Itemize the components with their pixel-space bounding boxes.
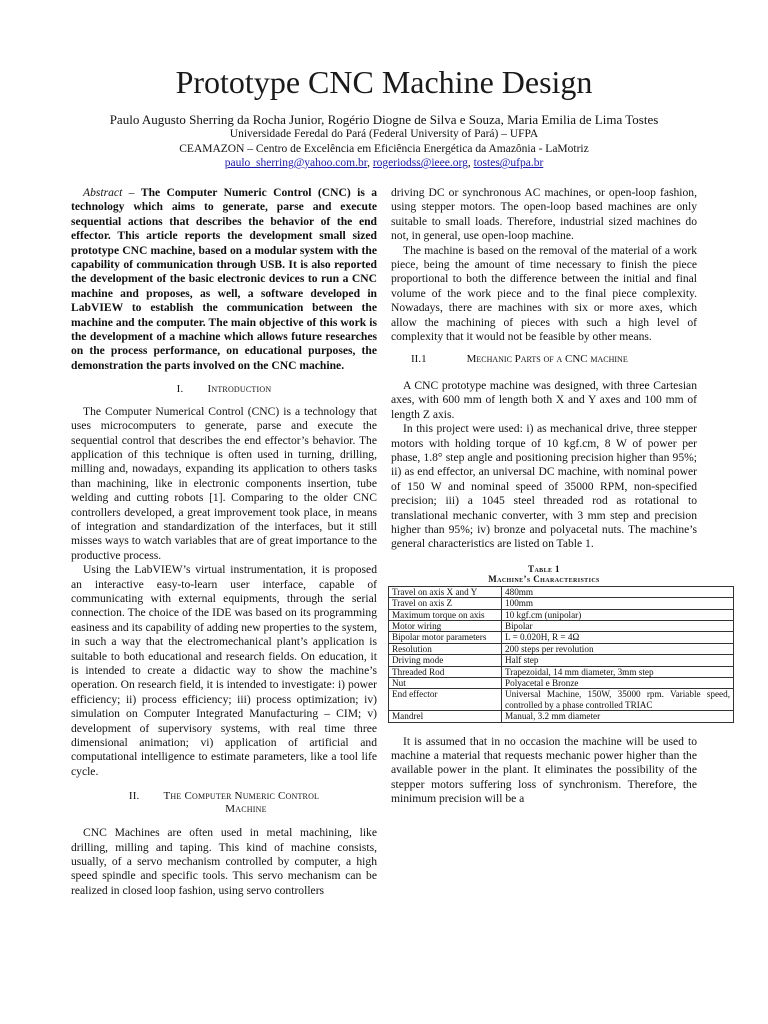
table-cell-property: Motor wiring bbox=[389, 620, 502, 631]
email-link-paulo[interactable]: paulo_sherring@yahoo.com.br bbox=[224, 157, 368, 169]
table-row bbox=[389, 620, 734, 631]
affiliation-center: CEAMAZON – Centro de Excelência em Eficiência Energética da Amazônia - LaMotriz bbox=[179, 143, 589, 155]
subsection-number: II.1 bbox=[411, 353, 427, 366]
abstract-dash: – bbox=[122, 186, 141, 199]
table-cell-property: Travel on axis Z bbox=[389, 598, 502, 609]
right-column bbox=[391, 186, 730, 807]
machine-characteristics-table bbox=[388, 586, 734, 723]
table-cell-value: Manual, 3.2 mm diameter bbox=[502, 711, 734, 722]
table-cell-property: Resolution bbox=[389, 643, 502, 654]
table-cell-property: Mandrel bbox=[389, 711, 502, 722]
table-row bbox=[389, 586, 734, 597]
table-caption bbox=[391, 564, 697, 584]
table-cell-value: 10 kgf.cm (unipolar) bbox=[502, 609, 734, 620]
table-cell-property: Bipolar motor parameters bbox=[389, 632, 502, 643]
cnc-paragraph-2: The machine is based on the removal of the material of a work piece, being the amount of time necessary to finish the piece proportional to both the difference between the initial and final volume of the work piece and to the final piece complexity. Nowadays, there are machines with six or more axes, which allow the machining of pieces with such a high level of complexity that it would not be feasible by other means. bbox=[391, 243, 697, 344]
section-heading-cnc bbox=[71, 790, 377, 816]
intro-paragraph-1: The Computer Numerical Control (CNC) is a technology that uses microcomputers to generate, parse and execute the sequential control that describes the end effector’s behavior. The application of this technique is often used in turning, drilling, milling and, nowadays, expanding its application to others tasks than machining, like in electronic components insertion, tube welding and cutting robots [1]. Comparing to the older CNC controllers developed, a great improvement took place, in means of integration and standardization of the interfaces, but it still misses ways to watch variables that are of great importance to the productive process. bbox=[71, 404, 377, 562]
subsection-heading-mechanic-parts bbox=[391, 352, 697, 366]
mechanic-paragraph-3: It is assumed that in no occasion the machine will be used to machine a material that requests mechanic power higher than the available power in the plant. It eliminates the possibility of the stepper motors suffering loss of synchronism. Therefore, the minimum precision will be a bbox=[391, 734, 697, 806]
table-cell-value: Half step bbox=[502, 655, 734, 666]
table-cell-property: Threaded Rod bbox=[389, 666, 502, 677]
table-row bbox=[389, 655, 734, 666]
table-cell-value: L = 0.020H, R = 4Ω bbox=[502, 632, 734, 643]
section-heading-introduction bbox=[71, 382, 377, 396]
paper-title: Prototype CNC Machine Design bbox=[175, 64, 593, 100]
table-row bbox=[389, 711, 734, 722]
intro-paragraph-2: Using the LabVIEW’s virtual instrumentation, it is proposed an interactive easy-to-learn user interface, capable of communicating with external equipments, through the serial connection. The choice of the IDE was based on its programming easiness and its capability of adding new properties to the system, in such a way that the electromechanical plant’s application is suitable to both educational and research fields. On education, it is intended to create a didactic way to show the machine’s operation. On research field, it is intended to investigate: i) power efficiency; ii) process efficiency; iii) process optimization; iv) simulation on Computer Integrated Manufacturing – CIM; v) development of supervisory systems, with real time three dimensional animation; vi) application of artificial and computational intelligence to estimate parameters, like a tool life cycle. bbox=[71, 563, 377, 778]
table-cell-value: 200 steps per revolution bbox=[502, 643, 734, 654]
section-title-line-2: Machine bbox=[225, 803, 267, 816]
table-row bbox=[389, 609, 734, 620]
abstract bbox=[71, 186, 377, 373]
table-cell-property: Maximum torque on axis bbox=[389, 609, 502, 620]
author-emails: paulo_sherring@yahoo.com.br, rogeriodss@ieee.org, tostes@ufpa.br bbox=[224, 157, 544, 169]
section-number: I. bbox=[176, 383, 184, 396]
table-title: Machine’s Characteristics bbox=[488, 573, 600, 584]
table-number: Table 1 bbox=[528, 563, 560, 574]
affiliation-university: Universidade Feredal do Pará (Federal University of Pará) – UFPA bbox=[229, 128, 539, 140]
mechanic-paragraph-1: A CNC prototype machine was designed, with three Cartesian axes, with 600 mm of length both X and Y axes and 100 mm of length Z axis. bbox=[391, 378, 697, 421]
table-cell-value: Polyacetal e Bronze bbox=[502, 678, 734, 689]
email-link-rogerio[interactable]: rogeriodss@ieee.org bbox=[372, 157, 468, 169]
abstract-text: The Computer Numeric Control (CNC) is a technology which aims to generate, parse and execute sequential actions that describes the behavior of the end effector. This article reports the development small sized prototype CNC machine, based on a modular system with the capability of communication through USB. It is also reported the development of the basic electronic devices to run a CNC machine and proposes, as well, a software developed in LabVIEW to establish the communication between the machine and the computer. The main objective of this work is the development of a machine which allows future researches on the process performance, on educational purposes, the demonstration the parts involved on the CNC machine. bbox=[71, 186, 378, 372]
table-cell-property: Driving mode bbox=[389, 655, 502, 666]
subsection-title: Mechanic Parts of a CNC machine bbox=[466, 353, 628, 366]
table-row bbox=[389, 689, 734, 711]
section-title: Introduction bbox=[207, 383, 272, 396]
table-cell-property: Travel on axis X and Y bbox=[389, 586, 502, 597]
section-title-line-1: The Computer Numeric Control bbox=[163, 790, 320, 803]
cnc-paragraph-1: CNC Machines are often used in metal machining, like drilling, milling and taping. This kind of machine consists, usually, of a servo mechanism controlled by computer, a high speed spindle and specific tools. This servo mechanism can be realized in closed loop fashion, using servo controllers bbox=[71, 826, 377, 897]
table-row bbox=[389, 598, 734, 609]
cnc-paragraph-continued: driving DC or synchronous AC machines, or open-loop fashion, using stepper motors. The open-loop based machines are only suitable to small loads. Therefore, industrial sized machines do not, in general, use open-loop machine. bbox=[391, 186, 697, 243]
mechanic-paragraph-2: In this project were used: i) as mechanical drive, three stepper motors with holding torque of 10 kgf.cm, 8 W of power per phase, 1.8° step angle and positioning precision higher than 95%; ii) as end effector, an universal DC machine, with nominal power of 150 W and nominal speed of 35000 RPM, non-specified precision; iii) a 1045 steel threaded rod as rotational to translational mechanic converter, with 3 mm step and precision higher than 95%; iv) bronze and polyacetal nuts. The machine’s general characteristics are listed on Table 1. bbox=[391, 422, 697, 551]
table-cell-value: Trapezoidal, 14 mm diameter, 3mm step bbox=[502, 666, 734, 677]
table-row bbox=[389, 678, 734, 689]
table-cell-value: 480mm bbox=[502, 586, 734, 597]
table-cell-value: 100mm bbox=[502, 598, 734, 609]
table-row bbox=[389, 666, 734, 677]
table-cell-property: Nut bbox=[389, 678, 502, 689]
abstract-label: Abstract bbox=[83, 186, 123, 199]
table-cell-property: End effector bbox=[389, 689, 502, 711]
table-row bbox=[389, 632, 734, 643]
section-number: II. bbox=[128, 790, 140, 803]
table-cell-value: Bipolar bbox=[502, 620, 734, 631]
table-row bbox=[389, 643, 734, 654]
author-list: Paulo Augusto Sherring da Rocha Junior, Rogério Diogne de Silva e Souza, Maria Emilia de Lima Tostes bbox=[109, 112, 659, 127]
left-column bbox=[71, 186, 377, 898]
email-link-tostes[interactable]: tostes@ufpa.br bbox=[473, 157, 544, 169]
table-cell-value: Universal Machine, 150W, 35000 rpm. Variable speed, controlled by a phase controlled TRIAC bbox=[502, 689, 734, 711]
